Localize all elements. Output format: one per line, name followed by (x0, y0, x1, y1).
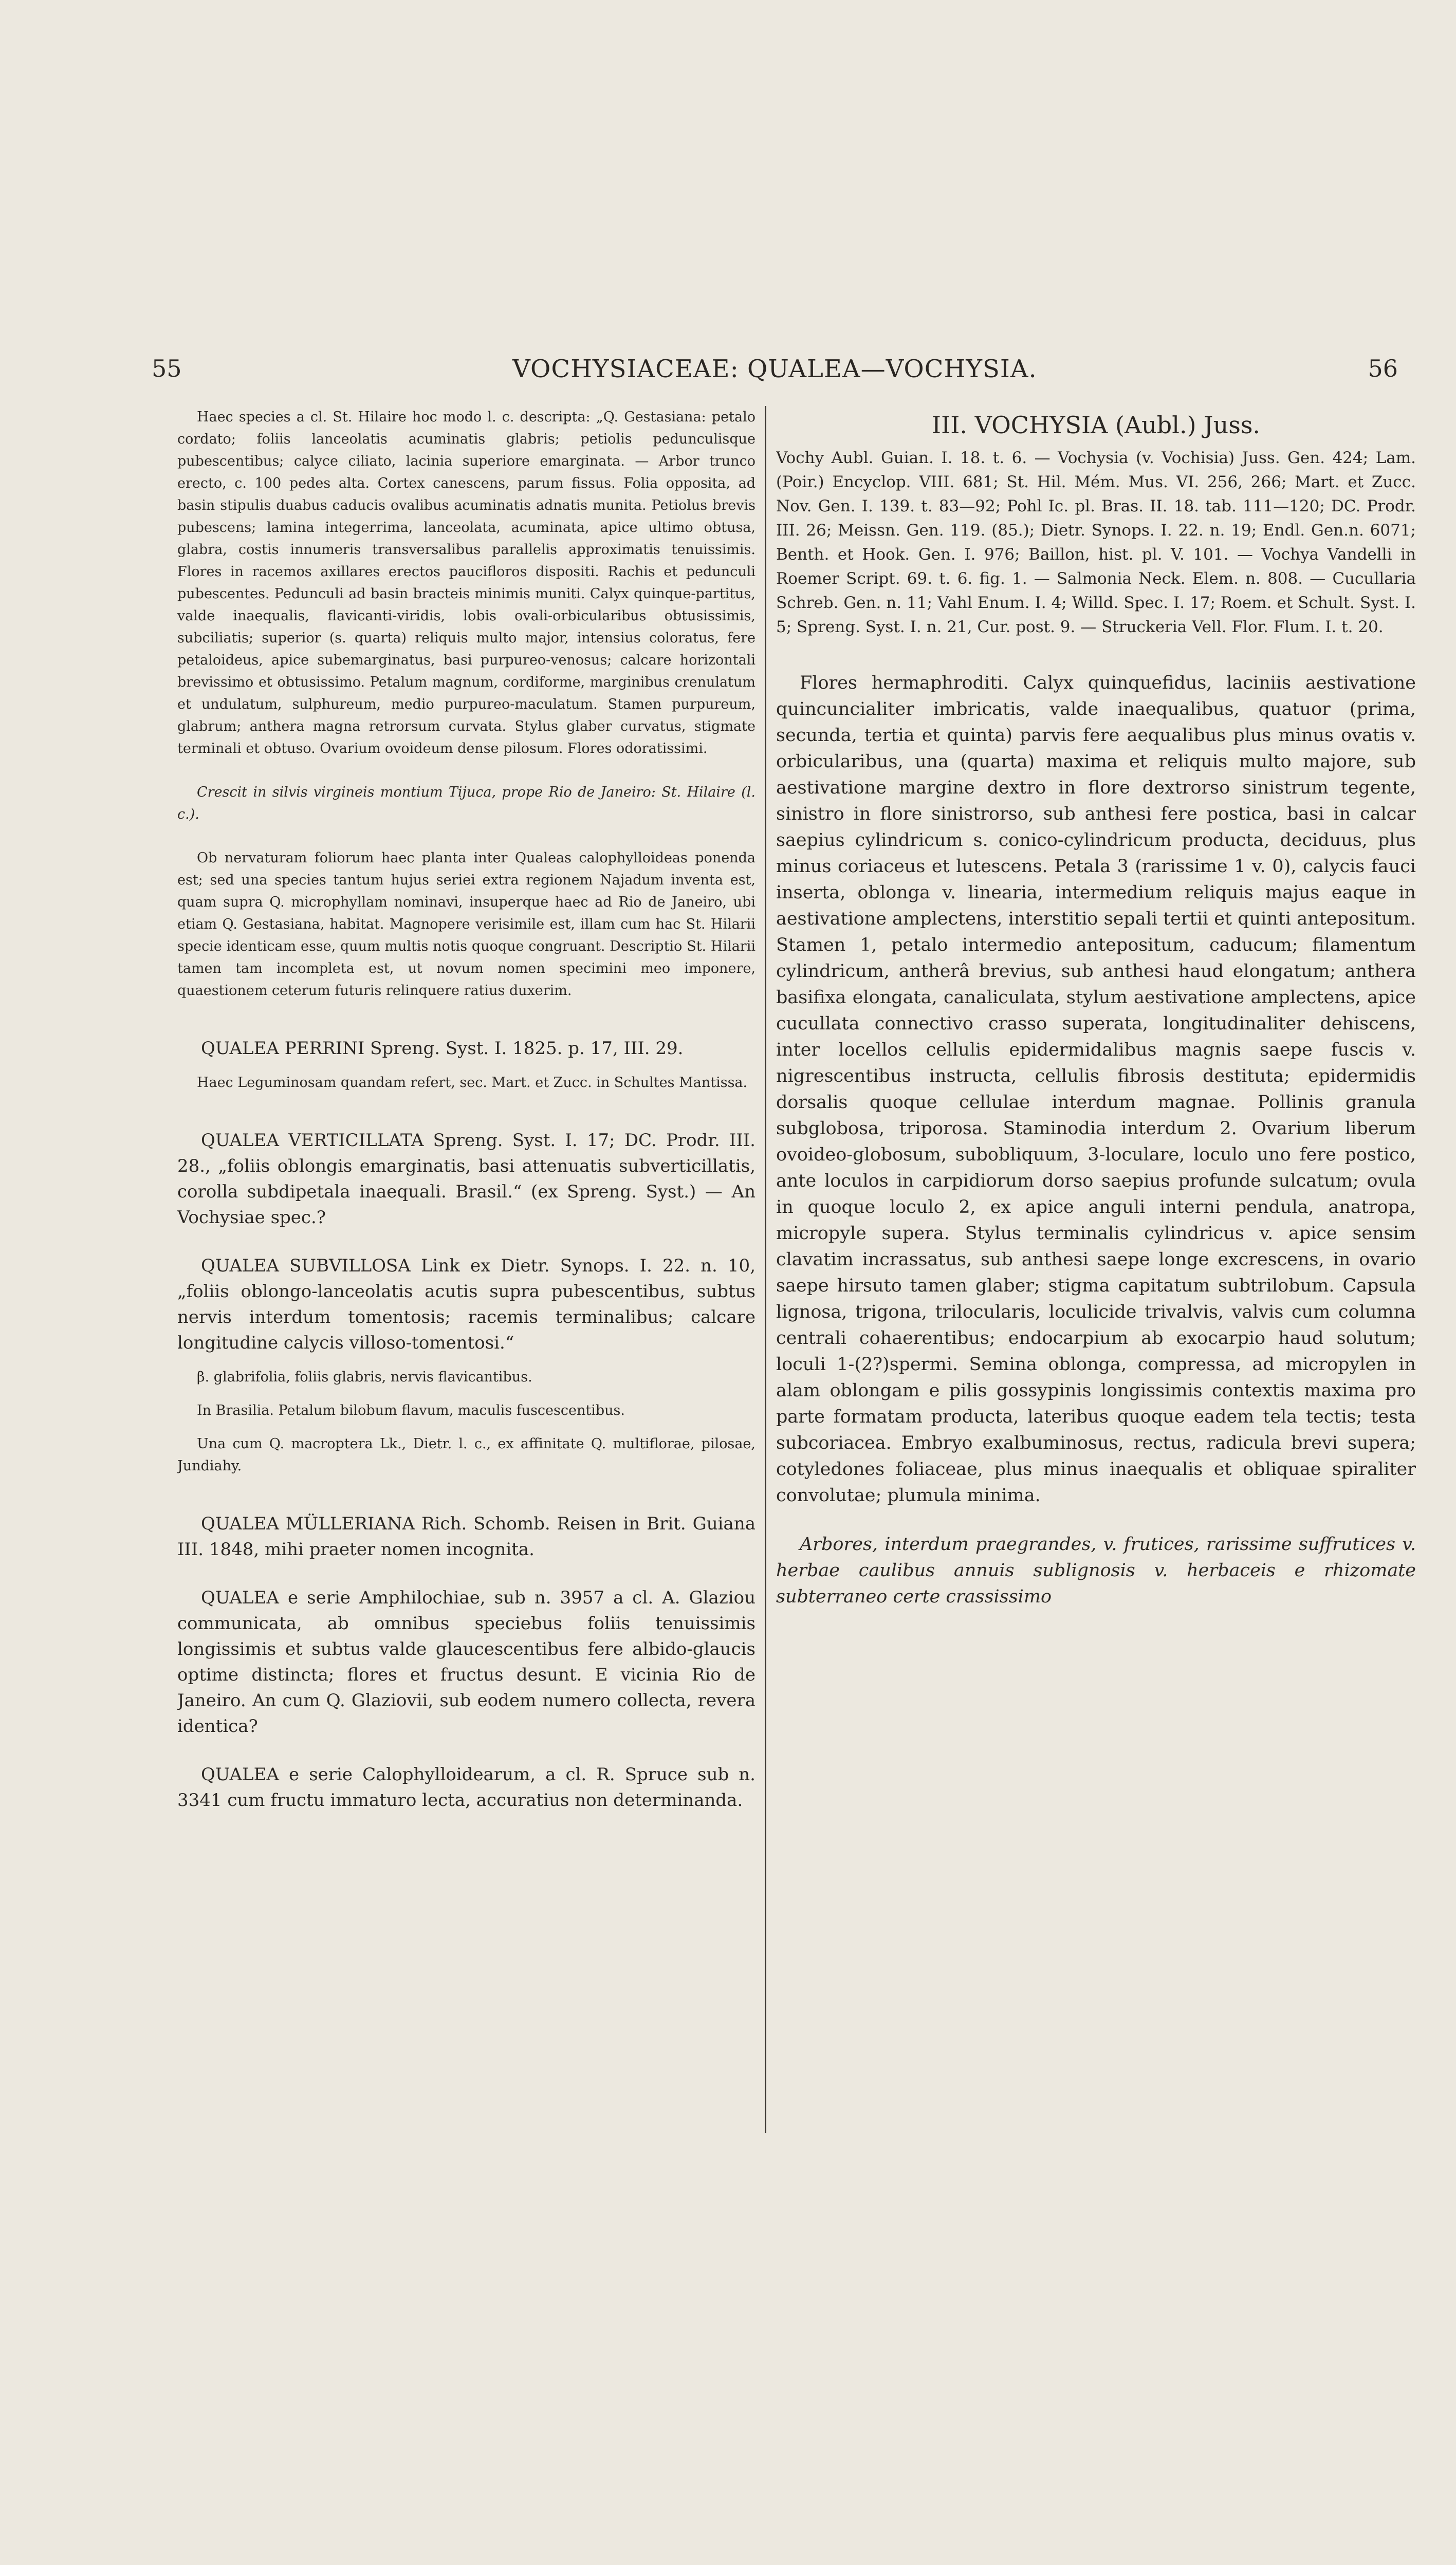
habit-paragraph: Arbores, interdum praegrandes, v. frutices, rarissime suffrutices v. herbae caulibus annuis sublignosis v. herbaceis e rhizomate subterraneo certe crassissimo (776, 1534, 1416, 1607)
synonymy-citations: Vochy Aubl. Guian. I. 18. t. 6. — Vochysia (v. Vochisia) Juss. Gen. 424; Lam. (Poir.) Encyclop. VIII. 681; St. Hil. Mém. Mus. VI. 256, 266; Mart. et Zucc. Nov. Gen. I. 139. t. 83—92; Pohl Ic. pl. Bras. II. 18. tab. 111—120; DC. Prodr. III. 26; Meissn. Gen. 119. (85.); Dietr. Synops. I. 22. n. 19; Endl. Gen.n. 6071; Benth. et Hook. Gen. I. 976; Baillon, hist. pl. V. 101. — Vochya Vandelli in Roemer Script. 69. t. 6. fig. 1. — Salmonia Neck. Elem. n. 808. — Cucullaria Schreb. Gen. n. 11; Vahl Enum. I. 4; Willd. Spec. I. 17; Roem. et Schult. Syst. I. 5; Spreng. Syst. I. n. 21, Cur. post. 9. — Struckeria Vell. Flor. Flum. I. t. 20. (776, 449, 1416, 636)
qualea-amphilochiae-entry: QUALEA e serie Amphilochiae, sub n. 3957 a cl. A. Glaziou communicata, ab omnibus speciebus foliis tenuissimis longissimis et subtus valde glaucescentibus fere albido-glaucis optime distincta; flores et fructus desunt. E vicinia Rio de Janeiro. An cum Q. Glaziovii, sub eodem numero collecta, revera identica? (177, 1588, 755, 1737)
qualea-perrini-note: Haec Leguminosam quandam refert, sec. Mart. et Zucc. in Schultes Mantissa. (197, 1075, 748, 1091)
genus-description: Flores hermaphroditi. Calyx quinquefidus, laciniis aestivatione quincuncialiter imbricatis, valde inaequalibus, quatuor (prima, secunda, tertia et quinta) parvis fere aequalibus plus minus ovatis v. orbicularibus, una (quarta) maxima et reliquis multo majore, sub aestivatione margine dextro in flore dextrorso sinistrum tegente, sinistro in flore sinistrorso, sub anthesi fere postica, basi in calcar saepius cylindricum s. conico-cylindricum producta, deciduus, plus minus coriaceus et lutescens. Petala 3 (rarissime 1 v. 0), calycis fauci inserta, oblonga v. linearia, intermedium reliquis majus eaque in aestivatione amplectens, interstitio sepali tertii et quinti antepositum. Stamen 1, petalo intermedio antepositum, caducum; filamentum cylindricum, antherâ brevius, sub anthesi haud elongatum; anthera basifixa elongata, canaliculata, stylum aestivatione amplectens, apice cucullata connectivo crasso superata, longitudinaliter dehiscens, inter locellos cellulis epidermidalibus magnis saepe fuscis v. nigrescentibus instructa, cellulis fibrosis destituta; epidermidis dorsalis quoque cellulae interdum magnae. Pollinis granula subglobosa, triporosa. Staminodia interdum 2. Ovarium liberum ovoideo-globosum, subobliquum, 3-loculare, loculo uno fere postico, ante loculos in carpidiorum dorso saepius profunde sulcatum; ovula in quoque loculo 2, ex apice anguli interni pendula, anatropa, micropyle supera. Stylus terminalis cylindricus v. apice sensim clavatim incrassatus, sub anthesi saepe longe excrescens, in ovario saepe hirsuto tamen glaber; stigma capitatum subtrilobum. Capsula lignosa, trigona, trilocularis, loculicide trivalvis, valvis cum columna centrali cohaerentibus; endocarpium ab exocarpio haud solutum; loculi 1-(2?)spermi. Semina oblonga, compressa, ad micropylen in alam oblongam e pilis gossypinis longissimis contextis maxima pro parte formatam producta, lateribus quoque eadem tela tectis; testa subcoriacea. Embryo exalbuminosus, rectus, radicula brevi supera; cotyledones foliaceae, plus minus inaequalis et obliquae spiraliter convolutae; plumula minima. (776, 673, 1416, 1506)
qualea-perrini-entry: QUALEA PERRINI Spreng. Syst. I. 1825. p. 17, III. 29. (201, 1038, 684, 1059)
subvillosa-remark: Una cum Q. macroptera Lk., Dietr. l. c., ex affinitate Q. multiflorae, pilosae, Jundiahy. (177, 1436, 755, 1474)
running-title: VOCHYSIACEAE: QUALEA—VOCHYSIA. (512, 355, 1037, 383)
page-number-left: 55 (152, 355, 182, 382)
habitat-note: Crescit in silvis virgineis montium Tijuca, prope Rio de Janeiro: St. Hilaire (l. c.). (177, 784, 755, 822)
genus-heading: III. VOCHYSIA (Aubl.) Juss. (931, 411, 1261, 439)
remark-paragraph: Ob nervaturam foliorum haec planta inter Qualeas calophylloideas ponenda est; sed una species tantum hujus seriei extra regionem Najadum inventa est, quam supra Q. microphyllam nominavi, insuperque haec ad Rio de Janeiro, ubi etiam Q. Gestasiana, habitat. Magnopere verisimile est, illam cum hac St. Hilarii specie identicam esse, quum multis notis quoque congruant. Descriptio St. Hilarii tamen tam incompleta est, ut novum nomen specimini meo imponere, quaestionem ceterum futuris relinquere ratius duxerim. (177, 850, 755, 999)
qualea-calophylloidearum-entry: QUALEA e serie Calophylloidearum, a cl. R. Spruce sub n. 3341 cum fructu immaturo lecta, accuratius non determinanda. (177, 1764, 755, 1811)
variety-glabrifolia: β. glabrifolia, foliis glabris, nervis flavicantibus. (197, 1369, 532, 1385)
left-column (177, 406, 755, 2153)
page-number-right: 56 (1368, 355, 1398, 382)
column-rule (765, 406, 766, 2133)
running-header (152, 355, 1398, 391)
gestasiana-description: Haec species a cl. St. Hilaire hoc modo l. c. descripta: „Q. Gestasiana: petalo cordato; foliis lanceolatis acuminatis glabris; petiolis pedunculisque pubescentibus; calyce ciliato, lacinia superiore emarginata. — Arbor trunco erecto, c. 100 pedes alta. Cortex canescens, parum fissus. Folia opposita, ad basin stipulis duabus caducis ovalibus acuminatis adnatis munita. Petiolus brevis pubescens; lamina integerrima, lanceolata, acuminata, apice ultimo obtusa, glabra, costis innumeris transversalibus parallelis approximatis tenuissimis. Flores in racemos axillares erectos paucifloros dispositi. Rachis et pedunculi pubescentes. Pedunculi ad basin bracteis minimis muniti. Calyx quinque-partitus, valde inaequalis, flavicanti-viridis, lobis ovali-orbicularibus obtusissimis, subciliatis; superior (s. quarta) reliquis multo major, intensius coloratus, fere petaloideus, apice subemarginatus, basi purpureo-venosus; calcare horizontali brevissimo et obtusissimo. Petalum magnum, cordiforme, marginibus crenulatum et undulatum, sulphureum, medio purpureo-maculatum. Stamen purpureum, glabrum; anthera magna retrorsum curvata. Stylus glaber curvatus, stigmate terminali et obtuso. Ovarium ovoideum dense pilosum. Flores odoratissimi. (177, 409, 755, 756)
qualea-mulleriana-entry: QUALEA MÜLLERIANA Rich. Schomb. Reisen in Brit. Guiana III. 1848, mihi praeter nomen incognita. (177, 1514, 755, 1560)
qualea-verticillata-entry: QUALEA VERTICILLATA Spreng. Syst. I. 17; DC. Prodr. III. 28., „foliis oblongis emarginatis, basi attenuatis subverticillatis, corolla subdipetala inaequali. Brasil.“ (ex Spreng. Syst.) — An Vochysiae spec.? (177, 1130, 755, 1228)
right-column (776, 406, 1416, 2153)
qualea-subvillosa-entry: QUALEA SUBVILLOSA Link ex Dietr. Synops. I. 22. n. 10, „foliis oblongo-lanceolatis acutis supra pubescentibus, subtus nervis interdum tomentosis; racemis terminalibus; calcare longitudine calycis villoso-tomentosi.“ (177, 1256, 755, 1353)
subvillosa-habitat: In Brasilia. Petalum bilobum flavum, maculis fuscescentibus. (197, 1403, 625, 1418)
